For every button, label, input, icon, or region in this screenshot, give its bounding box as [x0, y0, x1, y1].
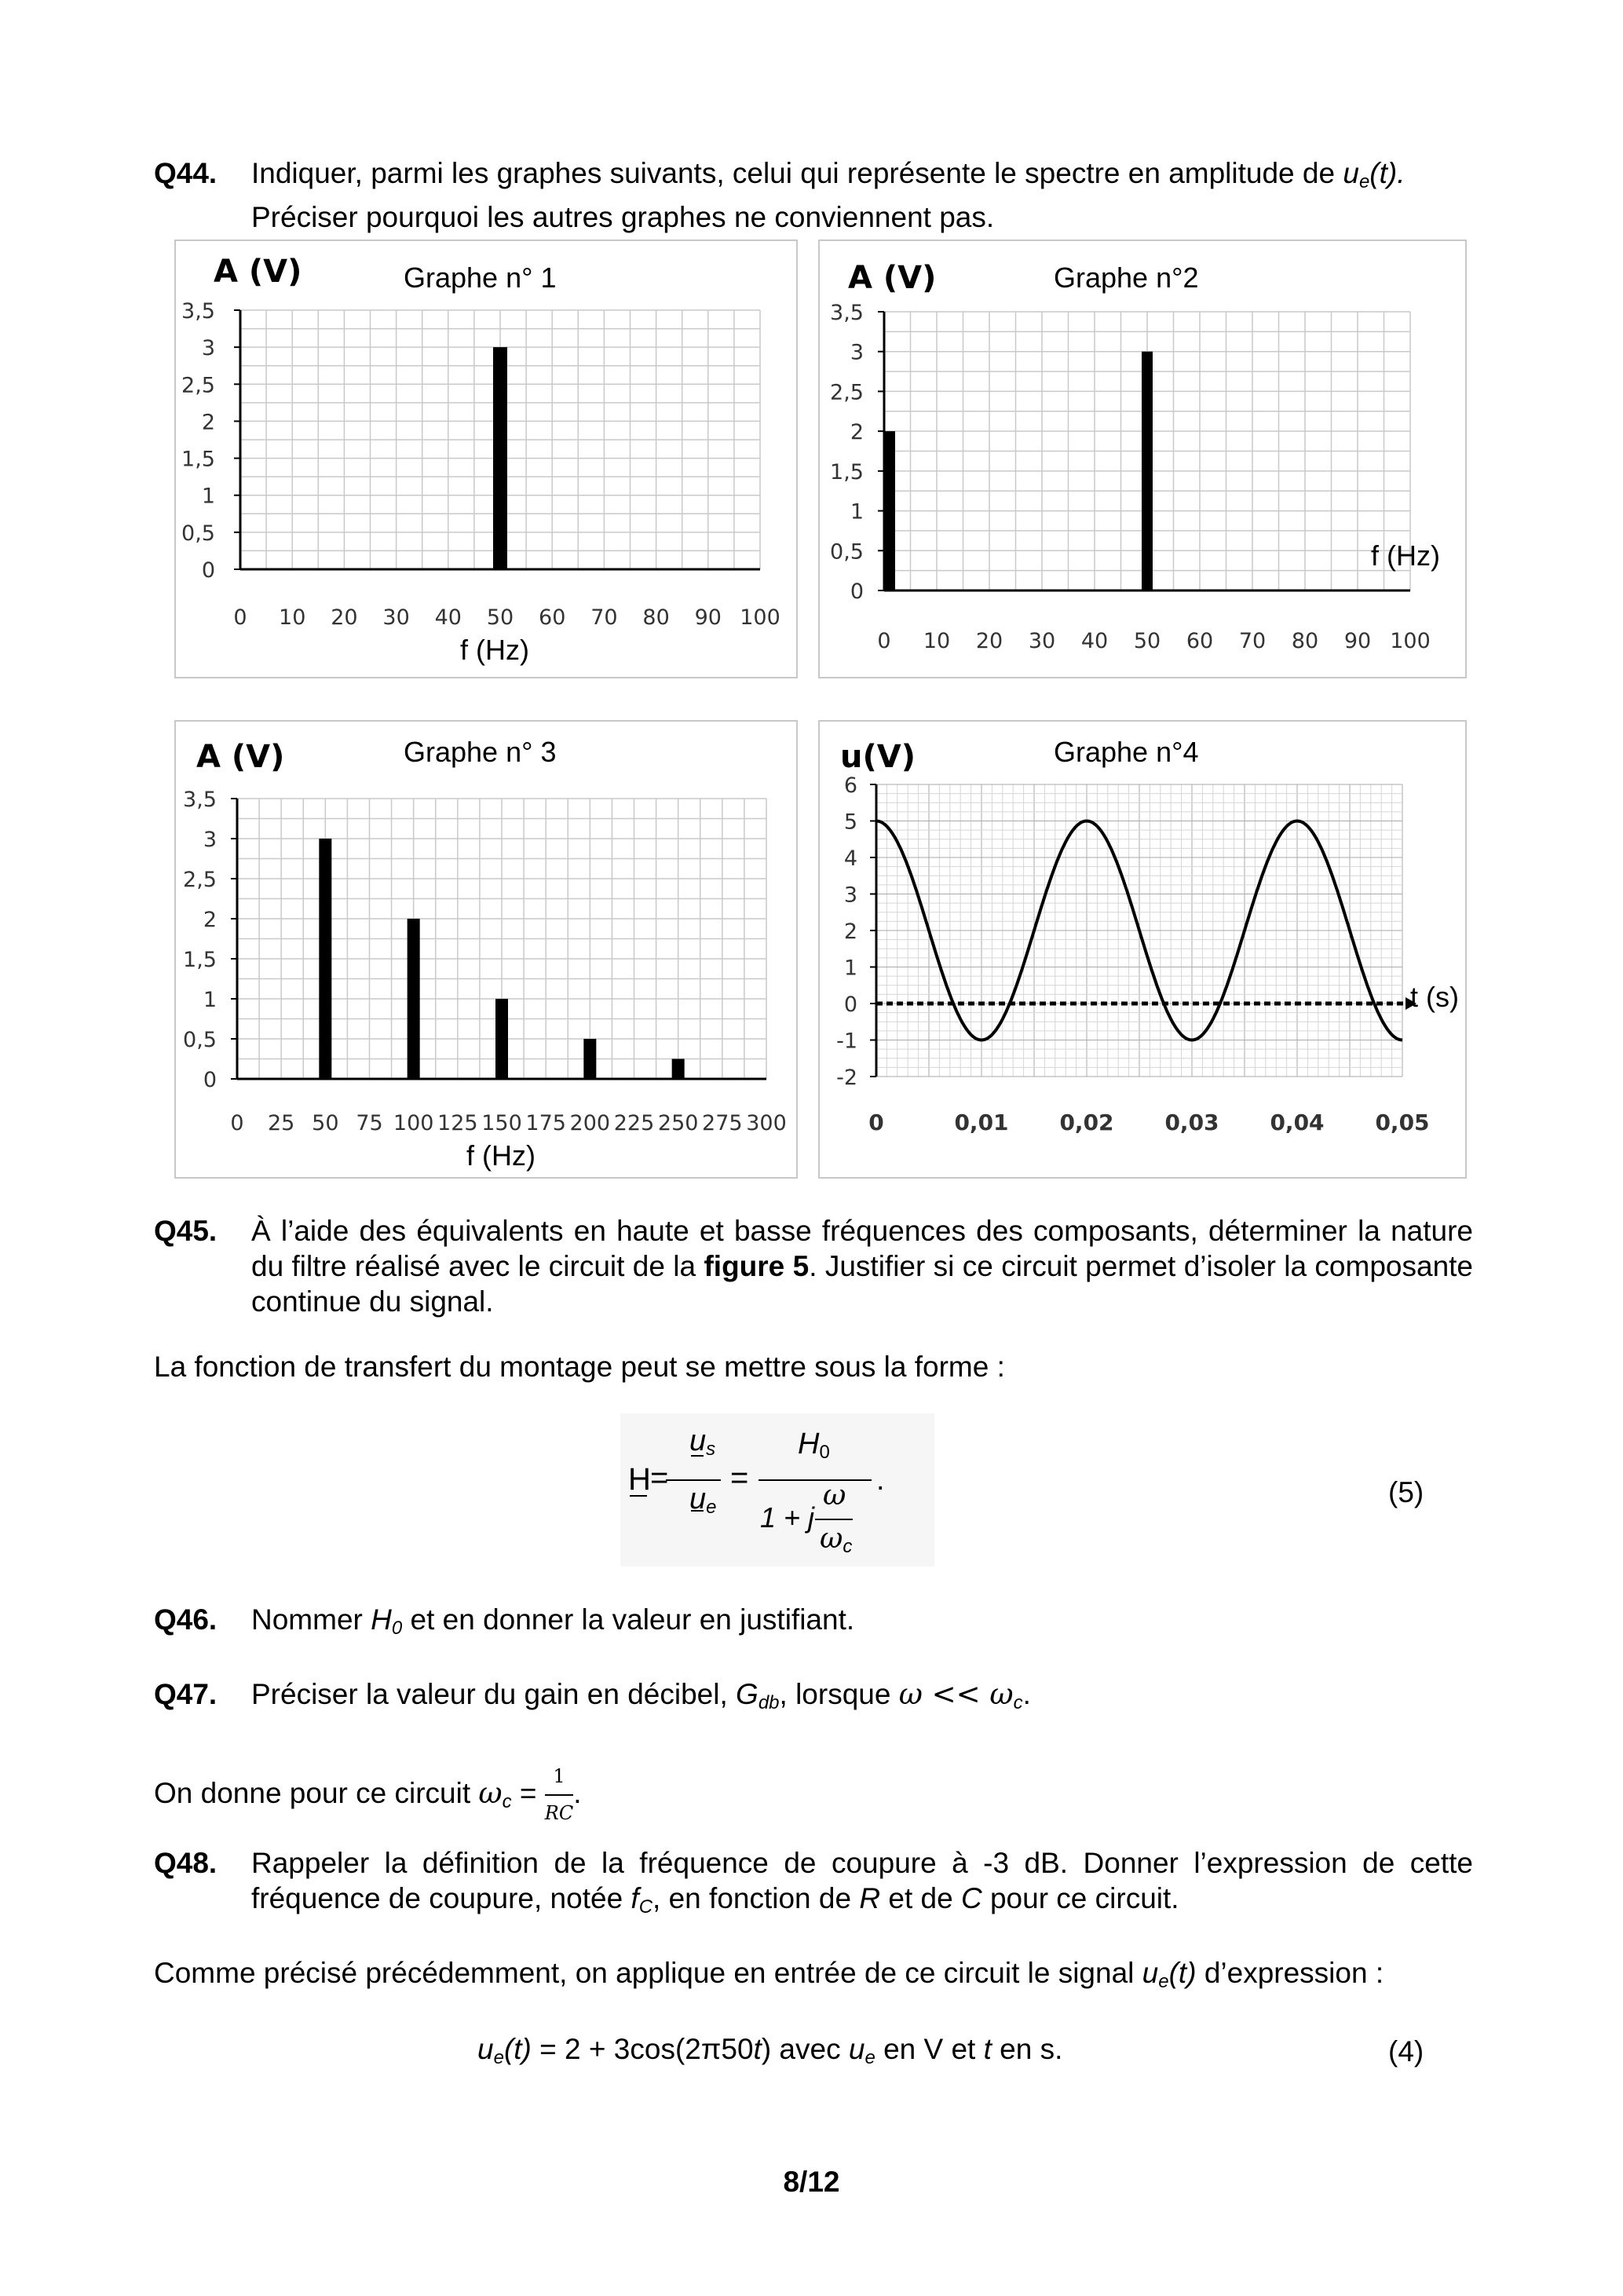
- x-tick-label: 60: [1186, 629, 1214, 653]
- y-tick-label: 0: [201, 558, 215, 583]
- question-number: Q45.: [154, 1215, 217, 1247]
- page-number: 8/12: [783, 2166, 840, 2198]
- formula-H: H: [628, 1462, 651, 1497]
- graph-2-panel: [818, 239, 1467, 678]
- y-tick-label: 2: [850, 420, 864, 445]
- x-tick-label: 100: [393, 1111, 434, 1135]
- y-tick-label: 2: [843, 919, 857, 944]
- transfer-function-formula: H = $u_s$ $u_e$ = $H_0$ 1 + j ω $\omega_c$ .: [620, 1413, 934, 1567]
- bar: [884, 431, 895, 590]
- y-tick-label: 4: [843, 846, 857, 871]
- x-tick-label: 0,04: [1270, 1110, 1325, 1135]
- x-tick-label: 30: [382, 605, 410, 630]
- formula-omega: ω: [823, 1479, 846, 1512]
- y-tick-label: 3: [201, 336, 215, 361]
- graph-2-title: Graphe n°2: [1054, 261, 1199, 294]
- y-tick-label: 0: [203, 1068, 217, 1092]
- y-tick-label: 3: [850, 340, 864, 365]
- y-tick-label: 1: [850, 499, 864, 525]
- graph-4-panel: [818, 720, 1467, 1179]
- y-tick-label: 1,5: [183, 948, 217, 972]
- x-tick-label: 0,02: [1059, 1110, 1114, 1135]
- y-tick-label: 2: [203, 908, 217, 932]
- formula-ue: $u_e$: [689, 1483, 717, 1518]
- x-tick-label: 20: [975, 629, 1003, 653]
- question-number: Q47.: [154, 1678, 217, 1710]
- graph-1-xlabel: f (Hz): [460, 634, 529, 666]
- x-tick-label: 100: [1390, 629, 1431, 653]
- signal-intro: Comme précisé précédemment, on applique en entrée de ce circuit le signal $u_e(t)$ d’expression :: [154, 1957, 1384, 1992]
- graph-1-ylabel: A (V): [214, 254, 302, 290]
- y-tick-label: 1: [843, 956, 857, 981]
- x-tick-label: 10: [279, 605, 306, 630]
- y-tick-label: 3,5: [830, 301, 864, 325]
- x-tick-label: 60: [539, 605, 566, 630]
- bar: [495, 999, 508, 1079]
- formula-us: $u_s$: [689, 1424, 716, 1460]
- graph-3-plot: [176, 722, 796, 1177]
- graph-2-xlabel: f (Hz): [1371, 539, 1440, 572]
- graph-4-ylabel: u(V): [840, 739, 916, 775]
- y-tick-label: 1: [203, 988, 217, 1012]
- x-tick-label: 0: [877, 629, 891, 653]
- x-tick-label: 225: [613, 1111, 655, 1135]
- question-number: Q46.: [154, 1603, 217, 1636]
- y-tick-label: -1: [836, 1029, 857, 1054]
- graph-2-ylabel: A (V): [848, 260, 937, 296]
- q44-text: Indiquer, parmi les graphes suivants, celui qui représente le spectre en amplitude de: [251, 157, 1343, 189]
- graph-1-panel: [174, 239, 798, 678]
- y-tick-label: -2: [836, 1066, 857, 1090]
- x-tick-label: 90: [694, 605, 722, 630]
- x-tick-label: 125: [437, 1111, 478, 1135]
- y-tick-label: 3: [203, 828, 217, 852]
- x-tick-label: 70: [590, 605, 618, 630]
- x-tick-label: 70: [1238, 629, 1267, 653]
- bar: [319, 839, 331, 1079]
- y-tick-label: 1,5: [181, 447, 215, 472]
- x-tick-label: 0: [233, 605, 247, 630]
- formula-denominator: 1 + j: [760, 1501, 815, 1534]
- y-tick-label: 5: [843, 810, 857, 835]
- x-tick-label: 50: [486, 605, 514, 630]
- x-tick-label: 80: [642, 605, 670, 630]
- x-tick-label: 0: [868, 1110, 884, 1135]
- y-tick-label: 2: [201, 410, 215, 435]
- x-tick-label: 100: [740, 605, 780, 630]
- y-tick-label: 1: [201, 484, 215, 509]
- x-tick-label: 0: [230, 1111, 244, 1135]
- x-tick-label: 275: [702, 1111, 743, 1135]
- x-tick-label: 175: [525, 1111, 566, 1135]
- y-tick-label: 0,5: [181, 521, 215, 546]
- x-tick-label: 50: [312, 1111, 339, 1135]
- graph-3-ylabel: A (V): [196, 739, 285, 775]
- graph-3-title: Graphe n° 3: [404, 736, 557, 768]
- x-tick-label: 30: [1028, 629, 1056, 653]
- x-tick-label: 40: [434, 605, 462, 630]
- x-tick-label: 300: [746, 1111, 787, 1135]
- x-tick-label: 10: [923, 629, 951, 653]
- x-tick-label: 20: [331, 605, 358, 630]
- question-number: Q44.: [154, 157, 217, 189]
- x-tick-label: 80: [1291, 629, 1319, 653]
- y-tick-label: 2,5: [183, 868, 217, 892]
- y-tick-label: 3: [843, 883, 857, 908]
- y-tick-label: 0,5: [830, 539, 864, 565]
- y-tick-label: 2,5: [181, 373, 215, 398]
- bar: [408, 919, 420, 1079]
- graph-4-plot: [820, 722, 1465, 1177]
- graph-4-title: Graphe n°4: [1054, 736, 1199, 768]
- x-tick-label: 50: [1133, 629, 1161, 653]
- y-tick-label: 0,5: [183, 1028, 217, 1052]
- graph-4-xlabel: t (s): [1410, 981, 1459, 1013]
- y-tick-label: 6: [843, 773, 857, 798]
- x-tick-label: 150: [481, 1111, 522, 1135]
- y-tick-label: 0: [850, 579, 864, 604]
- given-omega-c: On donne pour ce circuit $\omega_c$ = $\frac{1}{RC}$ .: [154, 1759, 1473, 1831]
- x-tick-label: 0,03: [1164, 1110, 1219, 1135]
- graph-1-title: Graphe n° 1: [404, 261, 557, 294]
- graph-3-panel: [174, 720, 798, 1179]
- q44-text-2: Préciser pourquoi les autres graphes ne conviennent pas.: [251, 201, 995, 233]
- equation-number-5: (5): [1388, 1476, 1424, 1508]
- x-tick-label: 25: [267, 1111, 295, 1135]
- bar: [493, 347, 507, 569]
- graph-2-plot: [820, 241, 1465, 677]
- y-tick-label: 0: [843, 993, 857, 1017]
- x-tick-label: 40: [1080, 629, 1109, 653]
- y-tick-label: 1,5: [830, 459, 864, 484]
- bar: [672, 1059, 685, 1080]
- bar: [583, 1039, 596, 1079]
- bar: [1142, 352, 1153, 590]
- formula-omega-c: $\omega_c$: [820, 1523, 853, 1557]
- fraction-1-over-RC: $\frac{1}{RC}$: [545, 1759, 573, 1831]
- y-tick-label: 3,5: [181, 299, 215, 324]
- x-tick-label: 90: [1343, 629, 1372, 653]
- question-number: Q48.: [154, 1847, 217, 1879]
- x-tick-label: 0,05: [1375, 1110, 1430, 1135]
- graph-1-plot: [176, 241, 796, 677]
- x-tick-label: 200: [569, 1111, 611, 1135]
- y-tick-label: 2,5: [830, 380, 864, 405]
- transfer-intro: La fonction de transfert du montage peut se mettre sous la forme :: [154, 1351, 1005, 1383]
- x-tick-label: 250: [657, 1111, 699, 1135]
- equation-number-4: (4): [1388, 2035, 1424, 2067]
- y-tick-label: 3,5: [183, 788, 217, 812]
- signal-equation: $u_e(t) = 2 + 3\cos(2\pi 50t)$ avec $u_e$ en V et t en s.: [477, 2033, 1063, 2068]
- x-tick-label: 75: [356, 1111, 383, 1135]
- graph-3-xlabel: f (Hz): [466, 1139, 536, 1172]
- x-tick-label: 0,01: [954, 1110, 1009, 1135]
- formula-H0: $H_0$: [798, 1428, 830, 1463]
